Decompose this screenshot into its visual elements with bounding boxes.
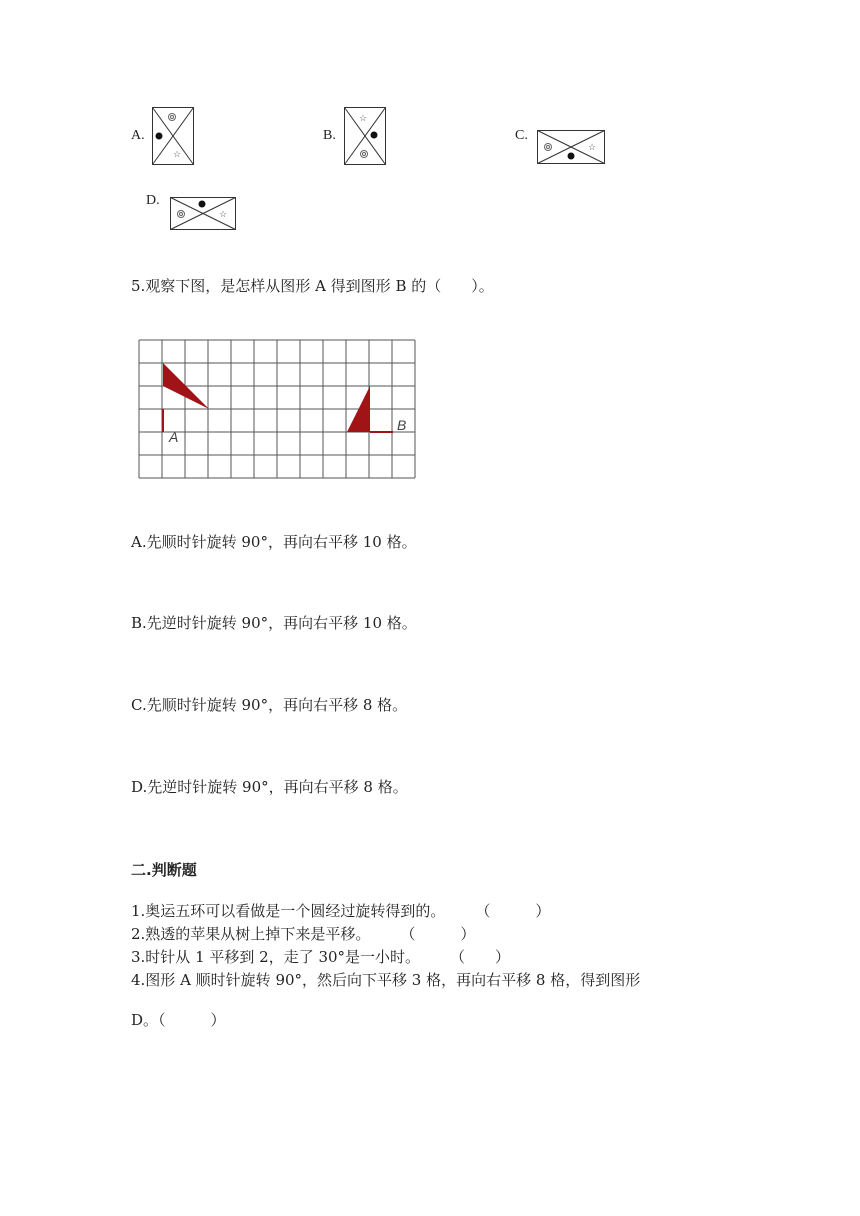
judge-item-4: 4.图形 A 顺时针旋转 90°，然后向下平移 3 格，再向右平移 8 格，得到图形 [131, 971, 641, 989]
judge-item-3: 3.时针从 1 平移到 2，走了 30°是一小时。 （ ） [131, 948, 511, 966]
shape-b-label: B [397, 417, 407, 433]
option-a-figure [152, 107, 194, 165]
q5-stem: 5.观察下图，是怎样从图形 A 得到图形 B 的（ ）。 [131, 277, 494, 295]
option-b-figure [344, 107, 386, 165]
dot-icon [156, 133, 163, 140]
judge-item-2: 2.熟透的苹果从树上掉下来是平移。 （ ） [131, 925, 476, 943]
option-b-label: B. [323, 128, 336, 143]
ring-icon [178, 211, 185, 218]
q5-option-b: B.先逆时针旋转 90°，再向右平移 10 格。 [131, 614, 417, 632]
option-d-figure [170, 197, 236, 230]
ring-icon [169, 114, 176, 121]
ring-icon [545, 144, 552, 151]
judge-item-4-cont: D。（ ） [131, 1011, 226, 1029]
star-icon: ☆ [219, 210, 228, 220]
ring-icon [361, 151, 368, 158]
section-heading: 二.判断题 [131, 861, 197, 879]
option-d-label: D. [146, 193, 160, 208]
option-a-label: A. [131, 128, 145, 143]
star-icon: ☆ [359, 114, 368, 124]
judge-item-1: 1.奥运五环可以看做是一个圆经过旋转得到的。 （ ） [131, 902, 551, 920]
dot-icon [199, 201, 206, 208]
shape-a-label: A [169, 429, 179, 445]
dot-icon [371, 132, 378, 139]
star-icon: ☆ [588, 143, 597, 153]
transformation-grid [139, 340, 417, 480]
option-c-figure [537, 130, 605, 164]
option-c-label: C. [515, 128, 528, 143]
q5-option-a: A.先顺时针旋转 90°，再向右平移 10 格。 [131, 533, 417, 551]
star-icon: ☆ [173, 150, 182, 160]
q5-option-c: C.先顺时针旋转 90°，再向右平移 8 格。 [131, 696, 408, 714]
dot-icon [568, 153, 575, 160]
q5-option-d: D.先逆时针旋转 90°，再向右平移 8 格。 [131, 778, 408, 796]
